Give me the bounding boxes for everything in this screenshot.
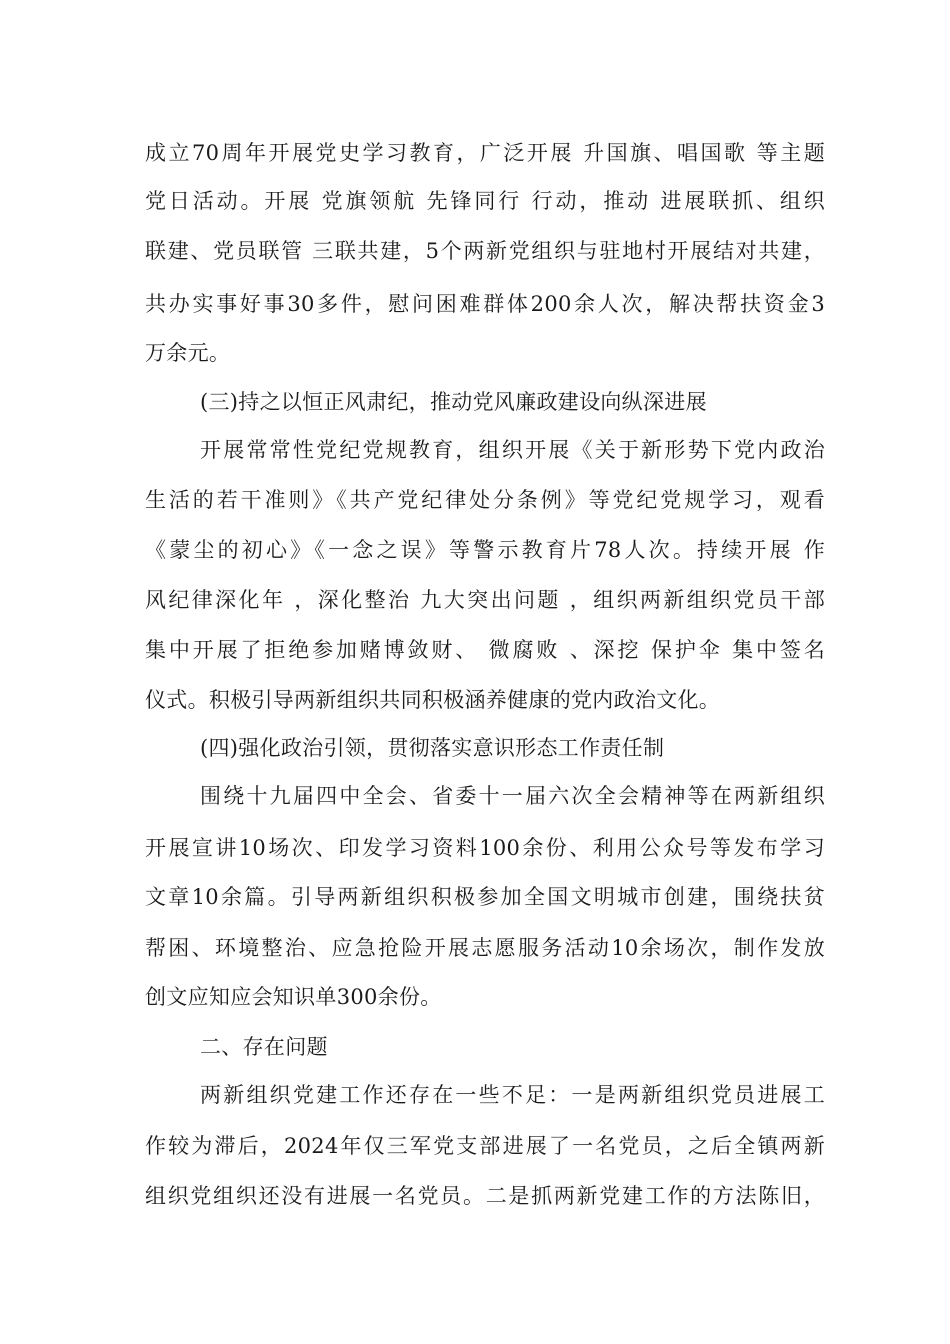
text-line: 作较为滞后，2024年仅三军党支部进展了一名党员，之后全镇两新: [145, 1134, 825, 1158]
text-line: 集中开展了拒绝参加赌博敛财、 微腐败 、深挖 保护伞 集中签名: [145, 638, 825, 662]
text-line: 开展宣讲10场次、印发学习资料100余份、利用公众号等发布学习: [145, 836, 825, 860]
section-heading: (四)强化政治引领，贯彻落实意识形态工作责任制: [200, 736, 665, 760]
text-line: 创文应知应会知识单300余份。: [145, 985, 442, 1009]
text-line: 开展常常性党纪党规教育，组织开展《关于新形势下党内政治: [200, 438, 825, 462]
text-line: 两新组织党建工作还存在一些不足：一是两新组织党员进展工: [200, 1083, 825, 1107]
section-heading: (三)持之以恒正风肃纪，推动党风廉政建设向纵深进展: [200, 390, 707, 414]
text-line: 党日活动。开展 党旗领航 先锋同行 行动，推动 进展联抓、组织: [145, 189, 825, 213]
text-line: 共办实事好事30多件，慰问困难群体200余人次，解决帮扶资金3: [145, 292, 825, 316]
text-line: 文章10余篇。引导两新组织积极参加全国文明城市创建，围绕扶贫: [145, 885, 825, 909]
text-line: 组织党组织还没有进展一名党员。二是抓两新党建工作的方法陈旧，: [145, 1184, 825, 1208]
text-line: 生活的若干准则》《共产党纪律处分条例》等党纪党规学习，观看: [145, 488, 825, 512]
text-line: 围绕十九届四中全会、省委十一届六次全会精神等在两新组织: [200, 784, 825, 808]
text-line: 帮困、环境整治、应急抢险开展志愿服务活动10余场次，制作发放: [145, 936, 825, 960]
text-line: 万余元。: [145, 341, 231, 365]
text-line: 仪式。积极引导两新组织共同积极涵养健康的党内政治文化。: [145, 688, 721, 712]
text-line: 成立70周年开展党史学习教育，广泛开展 升国旗、唱国歌 等主题: [145, 141, 825, 165]
text-line: 《蒙尘的初心》《一念之误》等警示教育片78人次。持续开展 作: [145, 538, 825, 562]
text-line: 联建、党员联管 三联共建，5个两新党组织与驻地村开展结对共建，: [145, 239, 825, 263]
section-heading: 二、存在问题: [200, 1035, 328, 1059]
text-line: 风纪律深化年 ，深化整治 九大突出问题 ，组织两新组织党员干部: [145, 588, 825, 612]
